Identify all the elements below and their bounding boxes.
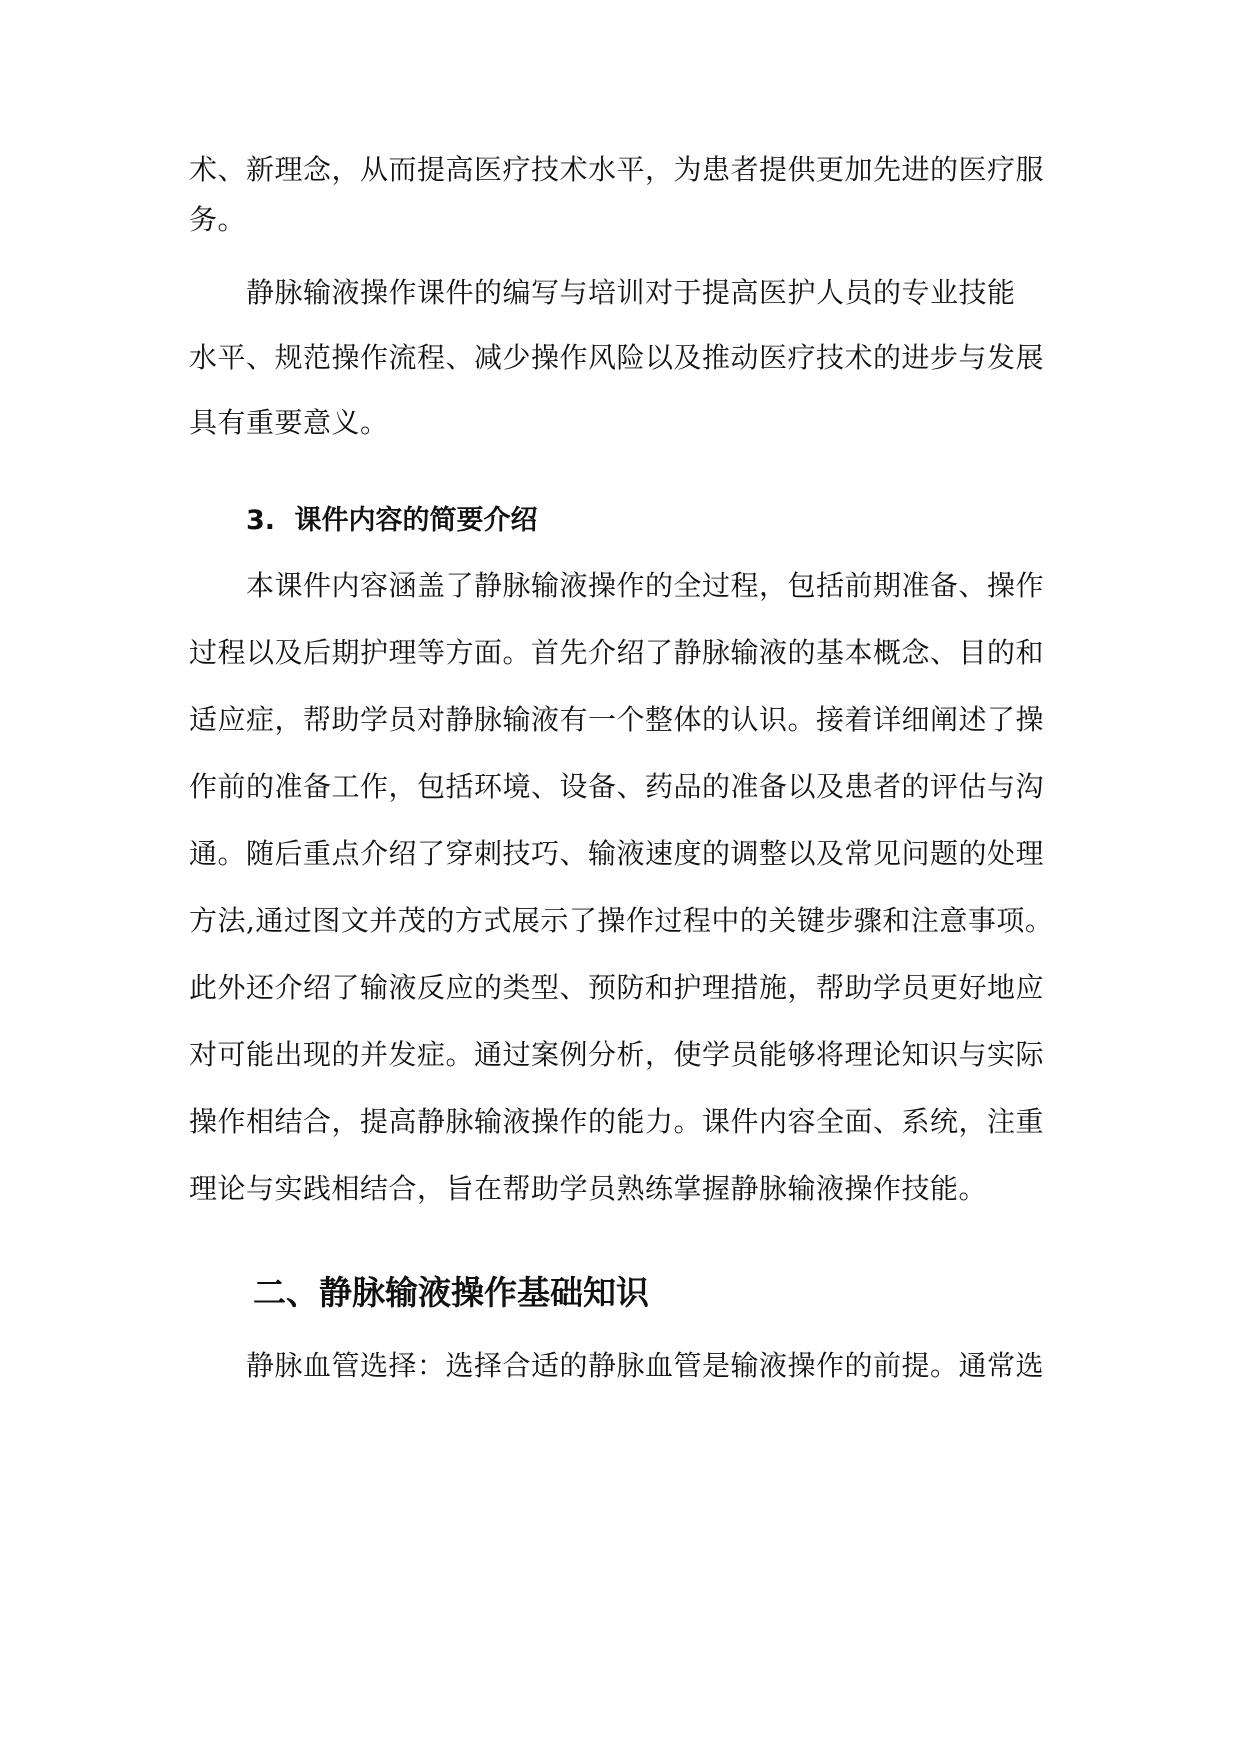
paragraph-line: 理论与实践相结合，旨在帮助学员熟练掌握静脉输液操作技能。 bbox=[189, 1172, 988, 1205]
paragraph-line: 水平、规范操作流程、减少操作风险以及推动医疗技术的进步与发展 bbox=[189, 341, 1045, 374]
subsection-title: 课件内容的简要介绍 bbox=[294, 505, 538, 536]
subsection-number: 3. bbox=[246, 505, 276, 536]
paragraph-line: 具有重要意义。 bbox=[189, 406, 389, 439]
paragraph-line: 本课件内容涵盖了静脉输液操作的全过程，包括前期准备、操作 bbox=[246, 569, 1045, 602]
paragraph-line: 对可能出现的并发症。通过案例分析，使学员能够将理论知识与实际 bbox=[189, 1038, 1045, 1071]
paragraph-line: 务。 bbox=[189, 203, 247, 236]
paragraph-line: 静脉输液操作课件的编写与培训对于提高医护人员的专业技能 bbox=[246, 276, 1016, 309]
paragraph-line: 此外还介绍了输液反应的类型、预防和护理措施，帮助学员更好地应 bbox=[189, 971, 1045, 1004]
paragraph-line: 通。随后重点介绍了穿刺技巧、输液速度的调整以及常见问题的处理 bbox=[189, 837, 1045, 870]
paragraph-line: 术、新理念，从而提高医疗技术水平，为患者提供更加先进的医疗服 bbox=[189, 153, 1045, 186]
subsection-heading bbox=[246, 501, 537, 541]
paragraph-line: 方法,通过图文并茂的方式展示了操作过程中的关键步骤和注意事项。 bbox=[189, 904, 1054, 937]
paragraph-line: 操作相结合，提高静脉输液操作的能力。课件内容全面、系统，注重 bbox=[189, 1105, 1045, 1138]
paragraph-line: 作前的准备工作，包括环境、设备、药品的准备以及患者的评估与沟 bbox=[189, 770, 1045, 803]
paragraph-line: 静脉血管选择：选择合适的静脉血管是输液操作的前提。通常选 bbox=[246, 1349, 1045, 1382]
paragraph-line: 适应症，帮助学员对静脉输液有一个整体的认识。接着详细阐述了操 bbox=[189, 703, 1045, 736]
paragraph-line: 过程以及后期护理等方面。首先介绍了静脉输液的基本概念、目的和 bbox=[189, 636, 1045, 669]
section-heading: 二、静脉输液操作基础知识 bbox=[253, 1273, 649, 1312]
